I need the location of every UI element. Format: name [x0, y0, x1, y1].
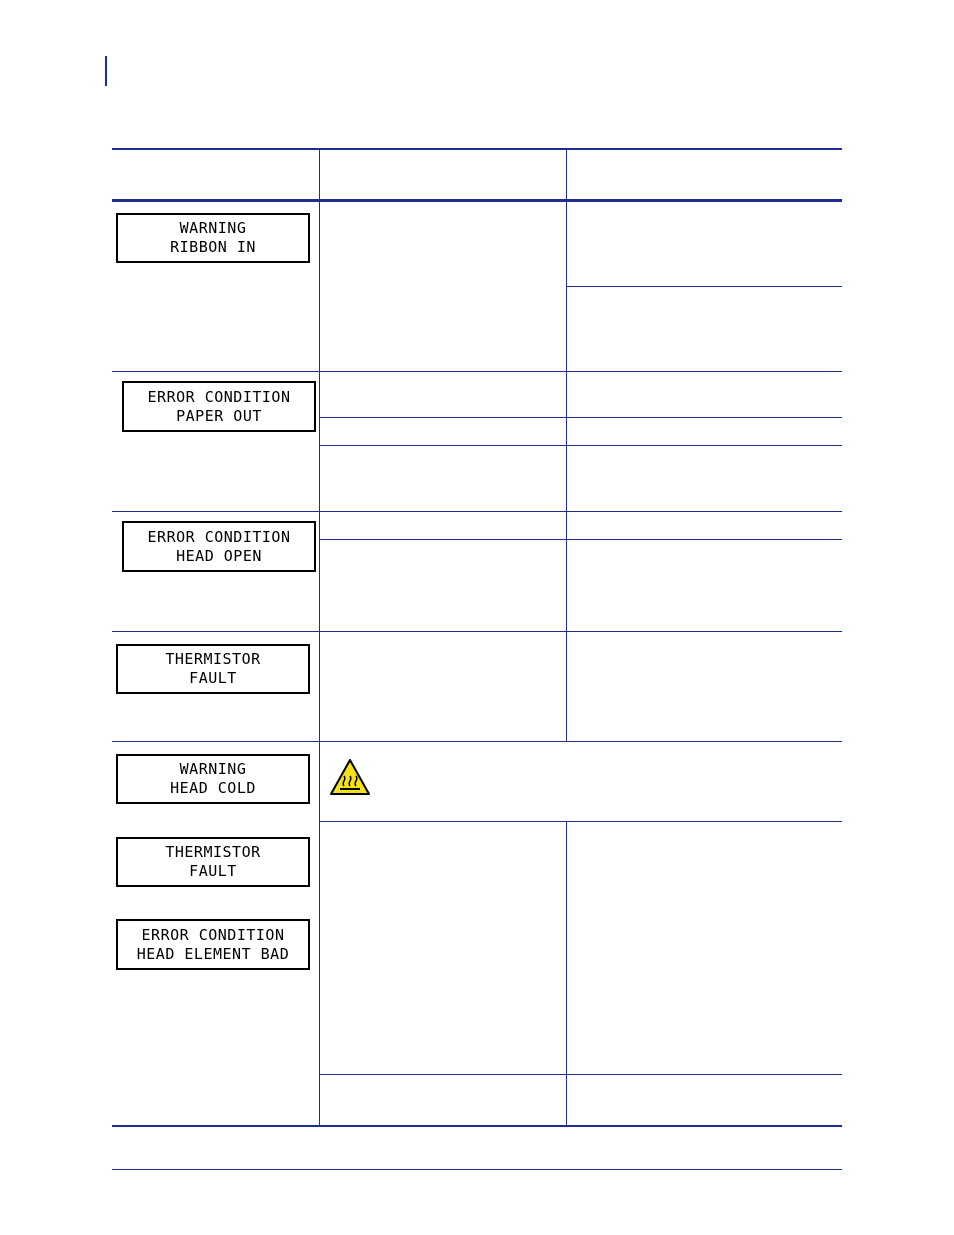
lcd-warning-ribbon-in: [116, 213, 310, 263]
change-bar: [105, 56, 107, 86]
lcd-line-1: ERROR CONDITION: [141, 925, 285, 944]
row-divider: [112, 511, 842, 512]
row-divider: [112, 741, 842, 742]
lcd-line-2: HEAD OPEN: [176, 546, 262, 565]
lcd-line-1: THERMISTOR: [165, 843, 261, 861]
lcd-thermistor-fault: [116, 644, 310, 694]
lcd-line-1: ERROR CONDITION: [147, 387, 291, 406]
lcd-line-1: WARNING: [179, 219, 247, 237]
cell-divider: [320, 821, 842, 822]
lcd-line-2: HEAD ELEMENT BAD: [136, 944, 290, 963]
lcd-line-2: PAPER OUT: [176, 406, 262, 425]
lcd-error-paper-out: [122, 381, 316, 432]
lcd-line-2: HEAD COLD: [170, 779, 256, 797]
lcd-line-1: THERMISTOR: [165, 650, 261, 668]
lcd-line-2: FAULT: [189, 669, 237, 687]
row-divider: [112, 371, 842, 372]
lcd-line-1: ERROR CONDITION: [147, 527, 291, 546]
table-bottom-rule: [112, 1125, 842, 1127]
cell-divider: [320, 417, 842, 418]
column-divider: [319, 150, 320, 1126]
lcd-line-1: WARNING: [179, 760, 247, 778]
hot-surface-caution-icon: [329, 758, 371, 796]
column-divider: [566, 821, 567, 1126]
cell-divider: [320, 445, 842, 446]
lcd-line-2: FAULT: [189, 862, 237, 880]
lcd-thermistor-fault: [116, 837, 310, 887]
table-header-rule: [112, 199, 842, 202]
lcd-error-head-element-bad: [116, 919, 310, 970]
lcd-warning-head-cold: [116, 754, 310, 804]
row-divider: [112, 631, 842, 632]
lcd-error-head-open: [122, 521, 316, 572]
lcd-line-2: RIBBON IN: [170, 238, 256, 256]
table-top-rule: [112, 148, 842, 150]
footer-rule: [112, 1169, 842, 1170]
cell-divider: [320, 1074, 842, 1075]
cell-divider: [567, 286, 842, 287]
cell-divider: [320, 539, 842, 540]
